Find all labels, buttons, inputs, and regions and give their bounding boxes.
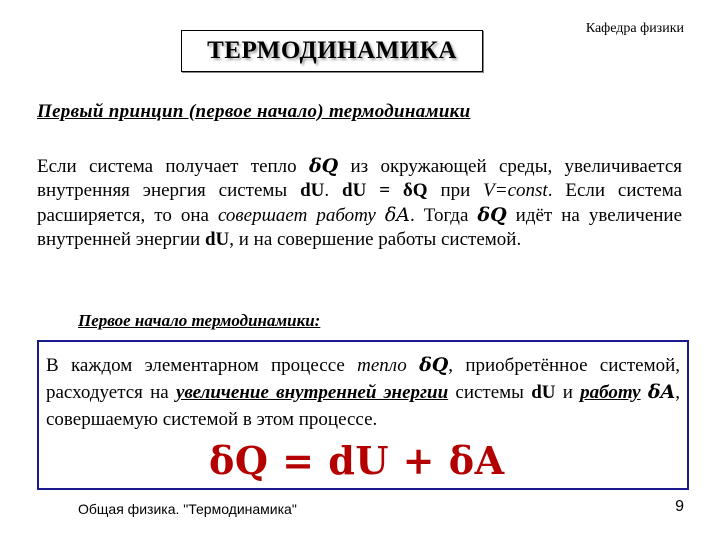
definition-box [37,340,689,490]
para-text: идёт на увеличение внутренней энергии [37,205,683,250]
def-text [407,355,419,376]
slide-title: ТЕРМОДИНАМИКА [181,30,483,72]
intro-paragraph [37,154,682,252]
du-symbol: dU [204,229,230,250]
def-text [641,382,648,403]
def-text: , совершаемую системой в этом процессе. [46,382,681,430]
def-text: В каждом элементарном процессе [46,355,358,376]
para-text: . [324,180,343,201]
du-dq-equation: dU = δQ [342,180,428,201]
delta-a-symbol: δA [384,204,411,226]
work-phrase: совершает работу [217,205,376,226]
para-text: . Если система расширяется, то она [37,180,683,226]
footer-text: Общая физика. "Термодинамика" [78,501,297,517]
heat-word: тепло [357,355,407,376]
work-word: работу [580,382,641,403]
para-text: из окружающей среды, увеличивается внутренняя энергия системы [37,156,682,201]
def-text: системы [448,382,532,403]
increase-phrase: увеличение внутренней энергии [175,382,449,403]
slide-subtitle: Первый принцип (первое начало) термодинамики [37,101,471,122]
para-text: . Тогда [410,205,478,226]
delta-a-symbol: δA [647,381,676,403]
v-const: V=const [483,180,548,201]
delta-q-symbol: δQ [308,155,339,177]
first-law-formula: δQ = dU + δA [209,438,505,483]
page-number: 9 [675,498,684,515]
delta-q-symbol: δQ [477,204,507,226]
def-text: , приобретённое системой, расходуется на [46,355,681,403]
def-text: и [555,382,581,403]
department-label: Кафедра физики [585,21,684,36]
section-title: Первое начало термодинамики: [78,311,321,330]
du-symbol: dU [300,180,325,201]
para-text [376,205,385,226]
para-text: Если система получает тепло [37,156,309,177]
definition-text [46,352,680,433]
para-text: при [427,180,484,201]
du-symbol: dU [531,382,556,403]
para-text: , и на совершение работы системой. [229,229,522,250]
delta-q-symbol: δQ [419,354,449,376]
